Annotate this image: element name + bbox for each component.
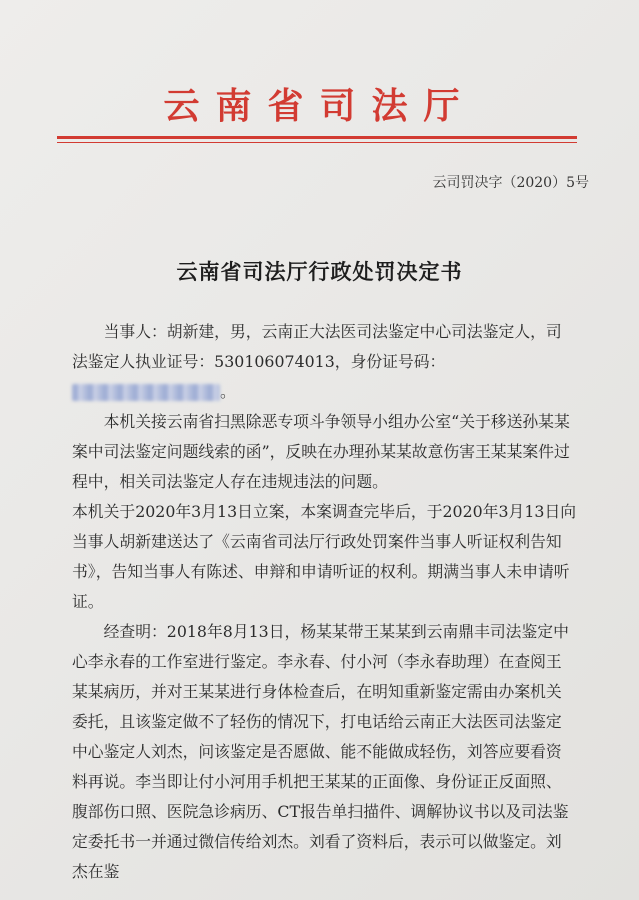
letterhead-org-name: 云南省司法厅 [163,85,476,127]
party-text: 当事人：胡新建，男，云南正大法医司法鉴定中心司法鉴定人，司法鉴定人执业证号：530106074013，身份证号码： [72,322,562,371]
paragraph-findings [72,617,577,887]
document-number: 云司罚决字（2020）5号 [432,175,589,191]
party-text-end: 。 [220,382,236,401]
paragraph-party [72,317,577,407]
document-title: 云南省司法厅行政处罚决定书 [176,259,463,284]
paragraph-procedure [72,497,577,617]
document-body [72,317,577,887]
findings-text: 经查明：2018年8月13日，杨某某带王某某到云南鼎丰司法鉴定中心李永春的工作室进行鉴定。李永春、付小河（李永春助理）在查阅王某某病历，并对王某某进行身体检查后，在明知重新鉴定需由办案机关委托，且该鉴定做不了轻伤的情况下，打电话给云南正大法医司法鉴定中心鉴定人刘杰，问该鉴定是否愿做、能不能做成轻伤，刘答应要看资料再说。李当即让付小河用手机把王某某的正面像、身份证正反面照、腹部伤口照、医院急诊病历、CT报告单扫描件、调解协议书以及司法鉴定委托书一并通过微信传给刘杰。刘看了资料后，表示可以做鉴定。刘杰在鉴 [72,622,569,881]
letterhead-red-rule-thin [57,142,577,143]
letterhead-red-rule [57,136,577,139]
paragraph-case-origin [72,407,577,497]
redacted-id-number [72,384,220,401]
case-origin-text: 本机关接云南省扫黑除恶专项斗争领导小组办公室“关于移送孙某某案中司法鉴定问题线索的函”，反映在办理孙某某故意伤害王某某案件过程中，相关司法鉴定人存在违规违法的问题。 [72,412,570,491]
procedure-text: 本机关于2020年3月13日立案，本案调查完毕后，于2020年3月13日向当事人胡新建送达了《云南省司法厅行政处罚案件当事人听证权利告知书》，告知当事人有陈述、申辩和申请听证的权利。期满当事人未申请听证。 [72,502,577,611]
